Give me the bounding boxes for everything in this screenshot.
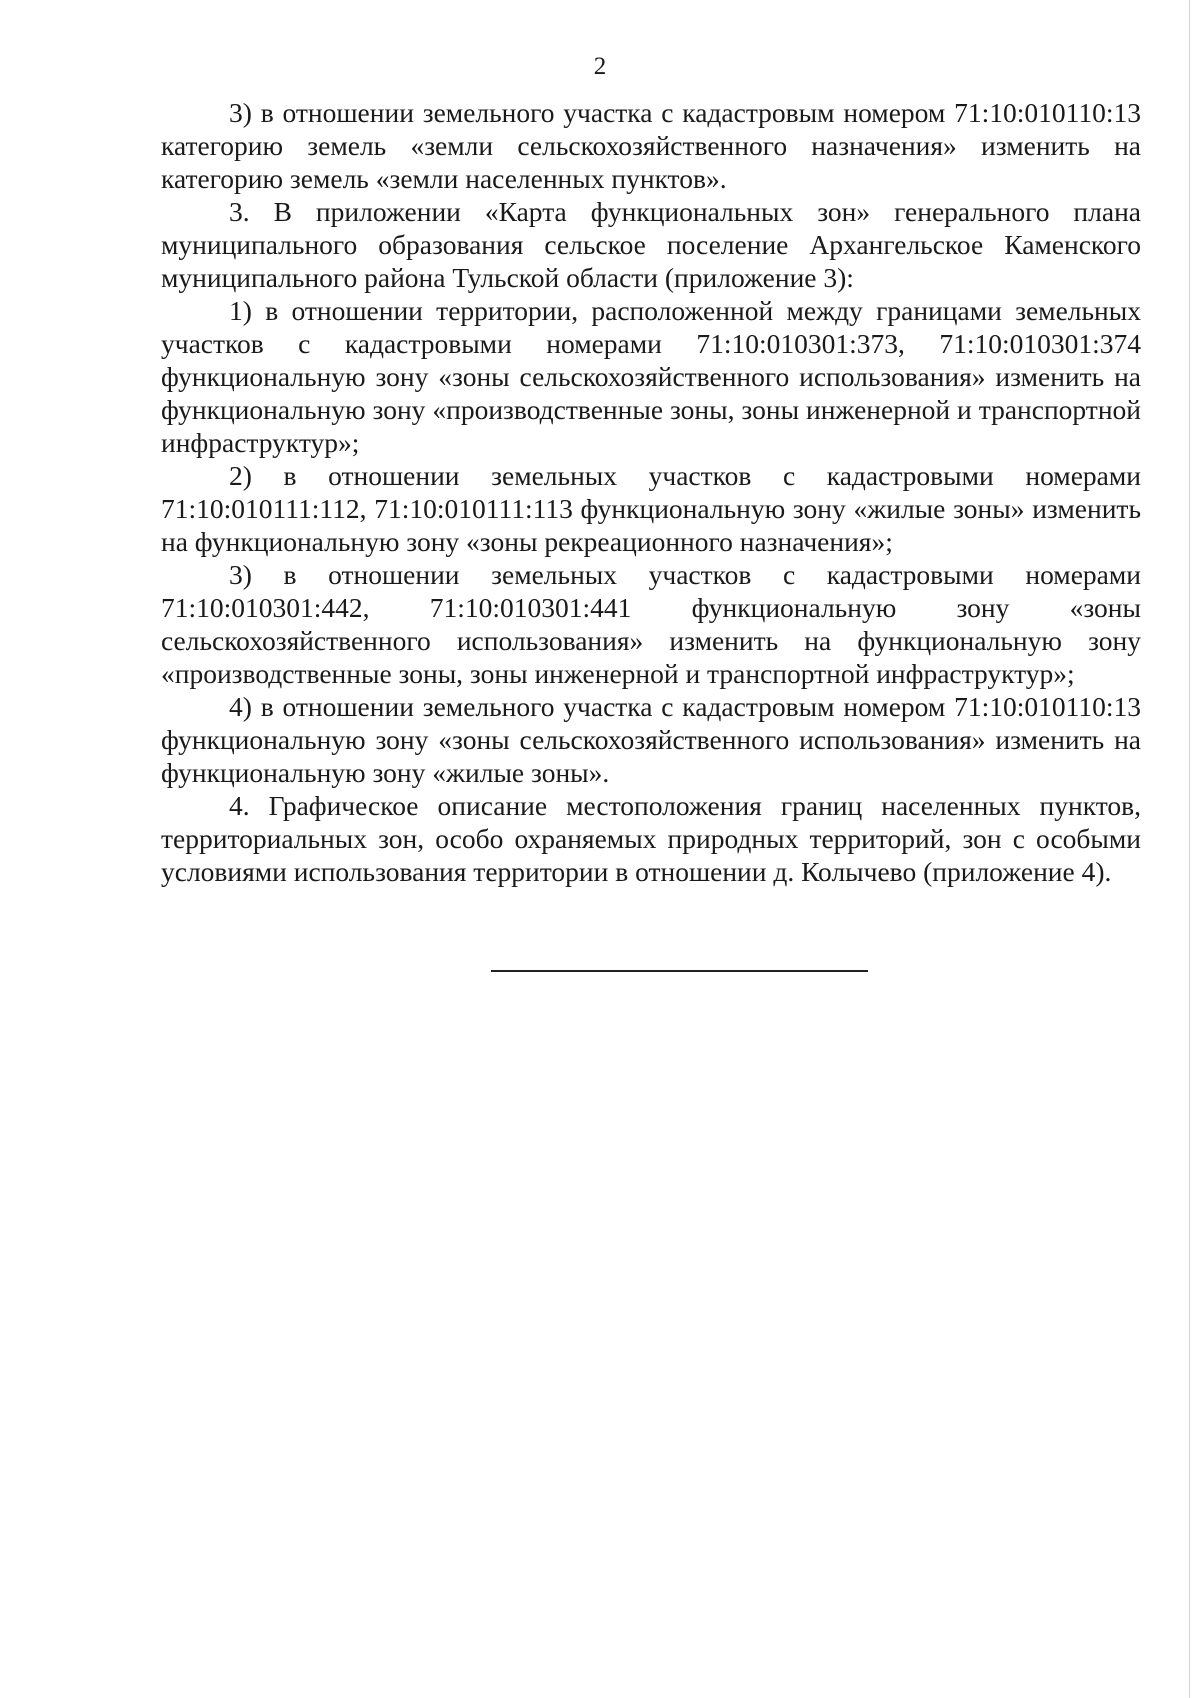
scan-edge-line bbox=[1189, 0, 1190, 1698]
paragraph-section-4-graphic-description: 4. Графическое описание местоположения границ населенных пунктов, территориальных зон, особо охраняемых природных территорий, зон с особыми условиями использования территории в отношении д. Колычево (приложение 4). bbox=[161, 790, 1141, 887]
paragraph-item-3-category-change: 3) в отношении земельного участка с кадастровым номером 71:10:010110:13 категорию земель «земли сельскохозяйственного назначения» изменить на категорию земель «земли населенных пунктов». bbox=[161, 97, 1141, 194]
paragraph-item-3-zone-change: 3) в отношении земельных участков с кадастровыми номерами 71:10:010301:442, 71:10:010301:441 функциональную зону «зоны сельскохозяйственного использования» изменить на функциональную зону «производственные зоны, зоны инженерной и транспортной инфраструктур»; bbox=[161, 559, 1141, 689]
page-number: 2 bbox=[593, 53, 607, 80]
paragraph-item-1-zone-change: 1) в отношении территории, расположенной между границами земельных участков с кадастровыми номерами 71:10:010301:373, 71:10:010301:374 функциональную зону «зоны сельскохозяйственного использования» изменить на функциональную зону «производственные зоны, зоны инженерной и транспортной инфраструктур»; bbox=[161, 295, 1141, 458]
document-body bbox=[161, 96, 1141, 888]
closing-divider bbox=[491, 970, 868, 972]
paragraph-item-4-zone-change: 4) в отношении земельного участка с кадастровым номером 71:10:010110:13 функциональную зону «зоны сельскохозяйственного использования» изменить на функциональную зону «жилые зоны». bbox=[161, 691, 1141, 788]
paragraph-section-3-functional-zones: 3. В приложении «Карта функциональных зон» генерального плана муниципального образования сельское поселение Архангельское Каменского муниципального района Тульской области (приложение 3): bbox=[161, 196, 1141, 293]
paragraph-item-2-zone-change: 2) в отношении земельных участков с кадастровыми номерами 71:10:010111:112, 71:10:010111:113 функциональную зону «жилые зоны» изменить на функциональную зону «зоны рекреационного назначения»; bbox=[161, 460, 1141, 557]
